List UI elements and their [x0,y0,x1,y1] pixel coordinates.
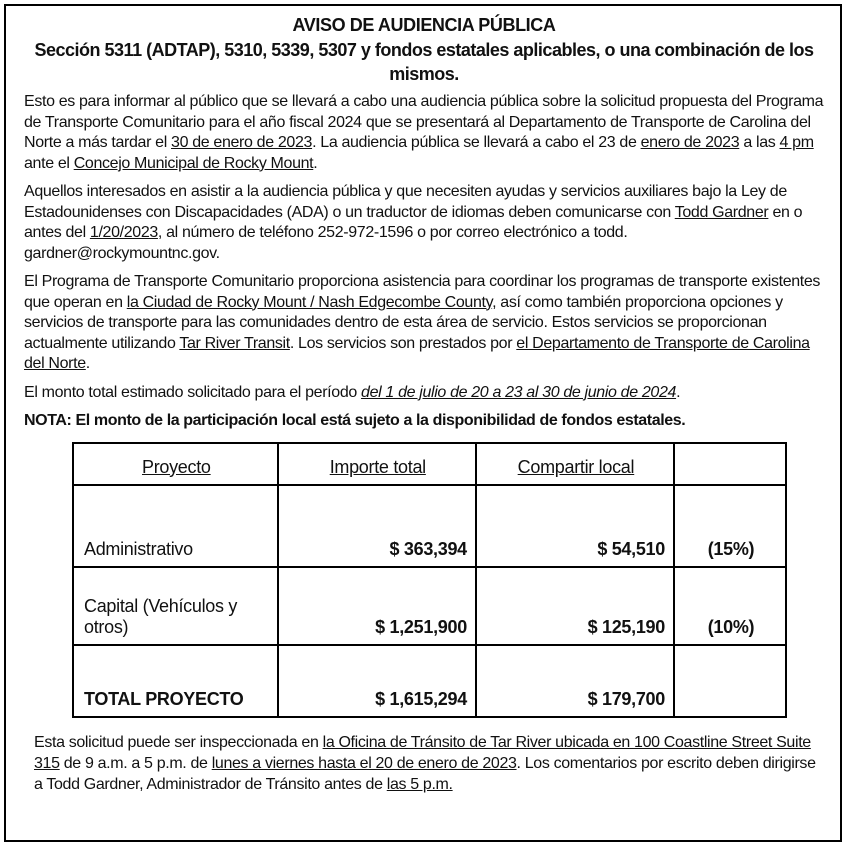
service-area: la Ciudad de Rocky Mount / Nash Edgecombe County [126,293,493,311]
text-segment: , así como también proporciona opciones y servicios de transporte para las comunidades dentro de esta área de servicio. Estos servicios se proporcionan actualmente utilizando [24,293,783,352]
cell-percent [674,645,786,717]
cell-local: $ 179,700 [476,645,674,717]
cell-local: $ 54,510 [476,485,674,567]
header-project: Proyecto [73,443,278,485]
text-segment: Esto es para informar al público que se llevará a cabo una audiencia pública sobre la solicitud propuesta del Programa de Transporte Comunitario para el año fiscal 2024 que se presentará al Departamento de Transporte de Carolina del Norte a más tardar el [24,93,824,151]
hearing-date: enero de 2023 [640,134,740,151]
cell-percent: (10%) [674,567,786,645]
cell-total: $ 1,615,294 [278,645,476,717]
cell-local: $ 125,190 [476,567,674,645]
table-row [73,567,786,645]
paragraph-ada-info [24,182,824,264]
header-local: Compartir local [476,443,674,485]
hearing-time: 4 pm [779,134,814,151]
paragraph-hearing-info [24,92,824,174]
header-percent [674,443,786,485]
deadline-date: 30 de enero de 2023 [171,134,313,151]
text-segment: . [313,154,318,172]
text-segment: ante el [24,154,74,172]
cell-project: Capital (Vehículos y otros) [73,567,278,645]
text-segment: a las [739,134,780,151]
text-segment: . Los comentarios por escrito deben dirigirse a Todd Gardner, Administrador de Tránsito antes de [34,754,816,793]
cell-percent: (15%) [674,485,786,567]
text-segment: . La audiencia pública se llevará a cabo el 23 de [312,134,641,151]
contact-deadline: 1/20/2023 [89,224,158,241]
cell-total: $ 363,394 [278,485,476,567]
hearing-council: Concejo Municipal de Rocky Mount [73,154,314,172]
cell-project: Administrativo [73,485,278,567]
text-segment: . Los servicios son prestados por [289,334,517,352]
note-text: NOTA: El monto de la participación local está sujeto a la disponibilidad de fondos estatales. [24,412,686,429]
text-segment: . [85,355,90,372]
text-segment: . [676,383,681,401]
table-header-row [73,443,786,485]
cell-project: TOTAL PROYECTO [73,645,278,717]
public-hearing-notice [4,4,842,842]
budget-table [72,442,787,718]
contact-name: Todd Gardner [674,203,769,221]
cell-total: $ 1,251,900 [278,567,476,645]
inspection-days: lunes a viernes hasta el 20 de enero de 2023 [211,754,517,772]
text-segment: El monto total estimado solicitado para el período [24,383,362,401]
text-segment: Aquellos interesados en asistir a la audiencia pública y que necesiten ayudas y servicios auxiliares bajo la Ley de Estadounidenses con Discapacidades (ADA) o un traductor de idiomas deben comunicarse con [24,183,787,221]
paragraph-inspection-info [34,732,824,795]
department-name: el Departamento de Transporte de Carolina del Norte [24,334,810,372]
paragraph-program-info [24,272,824,375]
text-segment: en o antes del [24,203,803,241]
notice-title: AVISO DE AUDIENCIA PÚBLICA [292,15,556,35]
comment-deadline-time: las 5 p.m. [386,775,453,793]
text-segment: El Programa de Transporte Comunitario proporciona asistencia para coordinar los programas de transporte existentes que operan en [24,273,821,311]
notice-subtitle: Sección 5311 (ADTAP), 5310, 5339, 5307 y fondos estatales aplicables, o una combinación de los mismos. [34,40,814,84]
header-total: Importe total [278,443,476,485]
funding-period: del 1 de julio de 20 a 23 al 30 de junio de 2024 [361,383,677,401]
text-segment: Esta solicitud puede ser inspeccionada en [34,733,323,751]
text-segment: de 9 a.m. a 5 p.m. de [59,754,212,772]
transit-provider: Tar River Transit [179,334,290,352]
text-segment: , al número de teléfono 252-972-1596 o por correo electrónico a todd. gardner@rockymountnc.gov. [24,224,628,262]
office-location: la Oficina de Tránsito de Tar River ubicada en 100 Coastline Street Suite 315 [34,733,811,772]
paragraph-period-info [24,383,824,404]
table-row [73,485,786,567]
table-row-total [73,645,786,717]
